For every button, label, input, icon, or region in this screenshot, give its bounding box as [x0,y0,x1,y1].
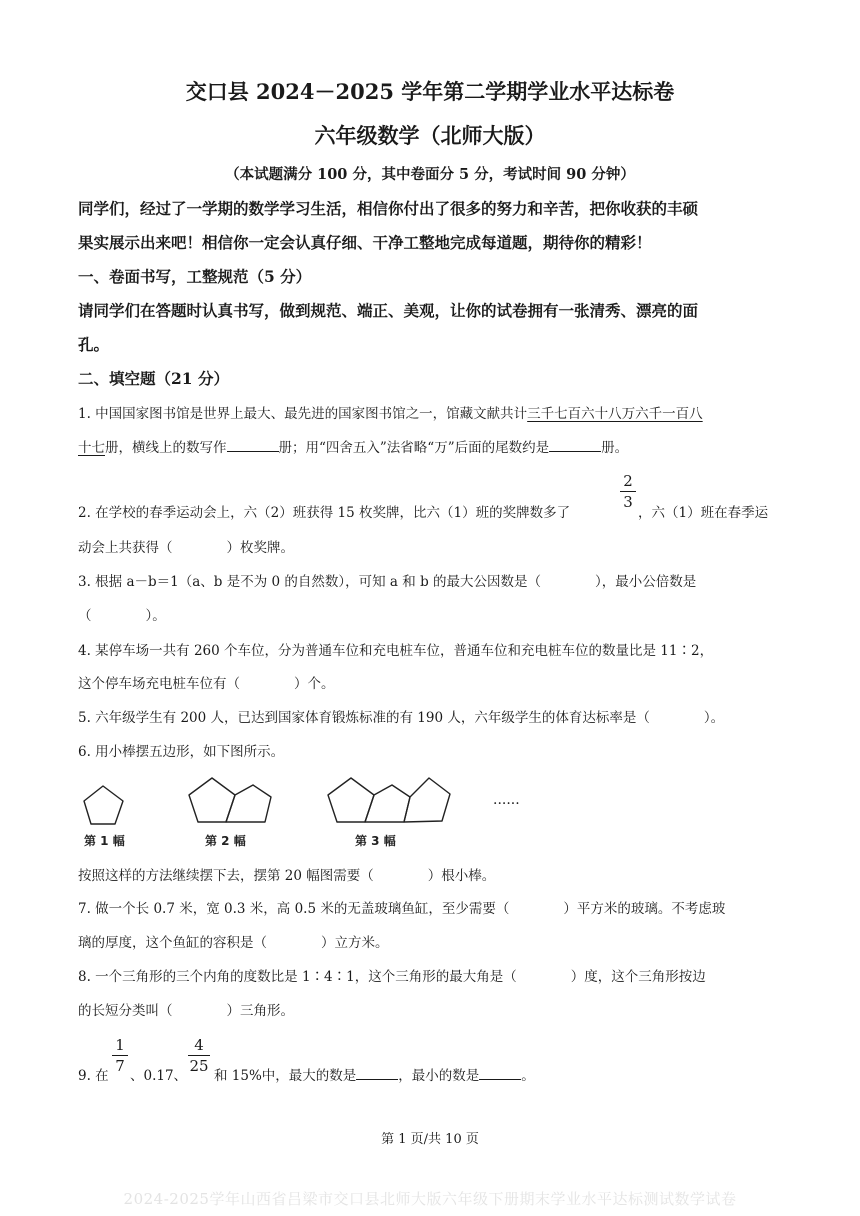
question-9-fraction-2 [186,1036,212,1075]
exam-title: 交口县 2024－2025 学年第二学期学业水平达标卷 [185,79,675,104]
question-5-line-1: 5. 六年级学生有 200 人，已达到国家体育锻炼标准的有 190 人，六年级学生的体育达标率是（ ）。 [78,710,725,726]
question-4-line-2: 这个停车场充电桩车位有（ ）个。 [78,676,335,692]
question-3-line-2: （ ）。 [78,608,166,624]
figure-ellipsis: ······ [493,796,520,812]
pentagon-figure-3 [328,778,450,822]
question-2-text-c: 动会上共获得（ ）枚奖牌。 [78,540,294,556]
question-6-line-1: 6. 用小棒摆五边形，如下图所示。 [78,744,285,760]
fraction-denominator: 7 [115,1057,125,1075]
page-footer: 第 1 页/共 10 页 [381,1132,479,1147]
question-9-blank-2[interactable] [479,1065,521,1080]
fraction-bar [620,491,636,492]
fraction-numerator: 1 [115,1036,125,1054]
question-2-fraction [618,472,638,511]
exam-subtitle: 六年级数学（北师大版） [314,123,546,148]
question-4-line-1: 4. 某停车场一共有 260 个车位，分为普通车位和充电桩车位，普通车位和充电桩车位的数量比是 11∶2， [78,643,714,659]
question-1-line-1 [78,402,703,422]
question-1-underlined-number-end: 十七 [78,440,105,456]
pentagon-figures [72,772,572,852]
question-1-blank-2[interactable] [549,437,601,452]
intro-line-2: 果实展示出来吧！相信你一定会认真仔细、干净工整地完成每道题，期待你的精彩！ [78,233,652,252]
question-9-text-a: 9. 在 [78,1068,109,1084]
fraction-numerator: 4 [194,1036,204,1054]
question-7-line-1: 7. 做一个长 0.7 米，宽 0.3 米，高 0.5 米的无盖玻璃鱼缸，至少需要（ ）平方米的玻璃。不考虑玻 [78,901,726,917]
fraction-bar [188,1055,210,1056]
question-9-text-c: ，最小的数是 [398,1068,480,1084]
question-8-line-1: 8. 一个三角形的三个内角的度数比是 1∶4∶1，这个三角形的最大角是（ ）度，这个三角形按边 [78,969,706,985]
question-1-text-c: 册；用“四舍五入”法省略“万”后面的尾数约是 [278,440,550,456]
question-1-line-2 [78,436,628,456]
question-9-fraction-1 [110,1036,130,1075]
question-7-line-2: 璃的厚度，这个鱼缸的容积是（ ）立方米。 [78,935,389,951]
fraction-denominator: 25 [189,1057,209,1075]
question-9-blank-1[interactable] [356,1065,398,1080]
question-1-text-b: 册，横线上的数写作 [105,440,227,456]
section-1-heading: 一、卷面书写，工整规范（5 分） [78,267,312,286]
question-3-line-1: 3. 根据 a－b＝1（a、b 是不为 0 的自然数），可知 a 和 b 的最大公因数是（ ），最小公倍数是 [78,574,697,590]
exam-note: （本试题满分 100 分，其中卷面分 5 分，考试时间 90 分钟） [225,166,635,183]
pentagon-figure-1 [84,786,123,824]
section-1-line-2: 孔。 [78,335,110,354]
question-8-line-2: 的长短分类叫（ ）三角形。 [78,1003,294,1019]
question-9-text-sep: 、0.17、 [130,1068,188,1084]
question-6-line-2: 按照这样的方法继续摆下去，摆第 20 幅图需要（ ）根小棒。 [78,868,496,884]
question-2-text-a: 2. 在学校的春季运动会上，六（2）班获得 15 枚奖牌，比六（1）班的奖牌数多了 [78,505,571,521]
question-9-line-rest [214,1064,535,1084]
section-2-heading: 二、填空题（21 分） [78,369,229,388]
question-1-blank-1[interactable] [227,437,279,452]
figure-2-label: 第 2 幅 [205,834,246,848]
section-1-line-1: 请同学们在答题时认真书写，做到规范、端正、美观，让你的试卷拥有一张清秀、漂亮的面 [78,301,699,320]
watermark: 2024-2025学年山西省吕梁市交口县北师大版六年级下册期末学业水平达标测试数学试卷 [123,1190,737,1208]
fraction-bar [112,1055,128,1056]
question-1-text-d: 册。 [601,440,629,456]
question-2-text-b: ，六（1）班在春季运 [638,505,769,521]
question-1-underlined-number: 三千七百六十八万六千一百八 [527,406,703,422]
pentagon-figure-2 [189,778,271,822]
figure-1-label: 第 1 幅 [84,834,125,848]
figure-3-label: 第 3 幅 [355,834,396,848]
question-9-text-b: 和 15%中，最大的数是 [214,1068,357,1084]
question-1-text: 1. 中国国家图书馆是世界上最大、最先进的国家图书馆之一，馆藏文献共计 [78,406,528,422]
intro-line-1: 同学们，经过了一学期的数学学习生活，相信你付出了很多的努力和辛苦，把你收获的丰硕 [78,199,699,218]
fraction-numerator: 2 [623,472,633,490]
question-9-text-d: 。 [521,1068,535,1084]
fraction-denominator: 3 [623,493,633,511]
